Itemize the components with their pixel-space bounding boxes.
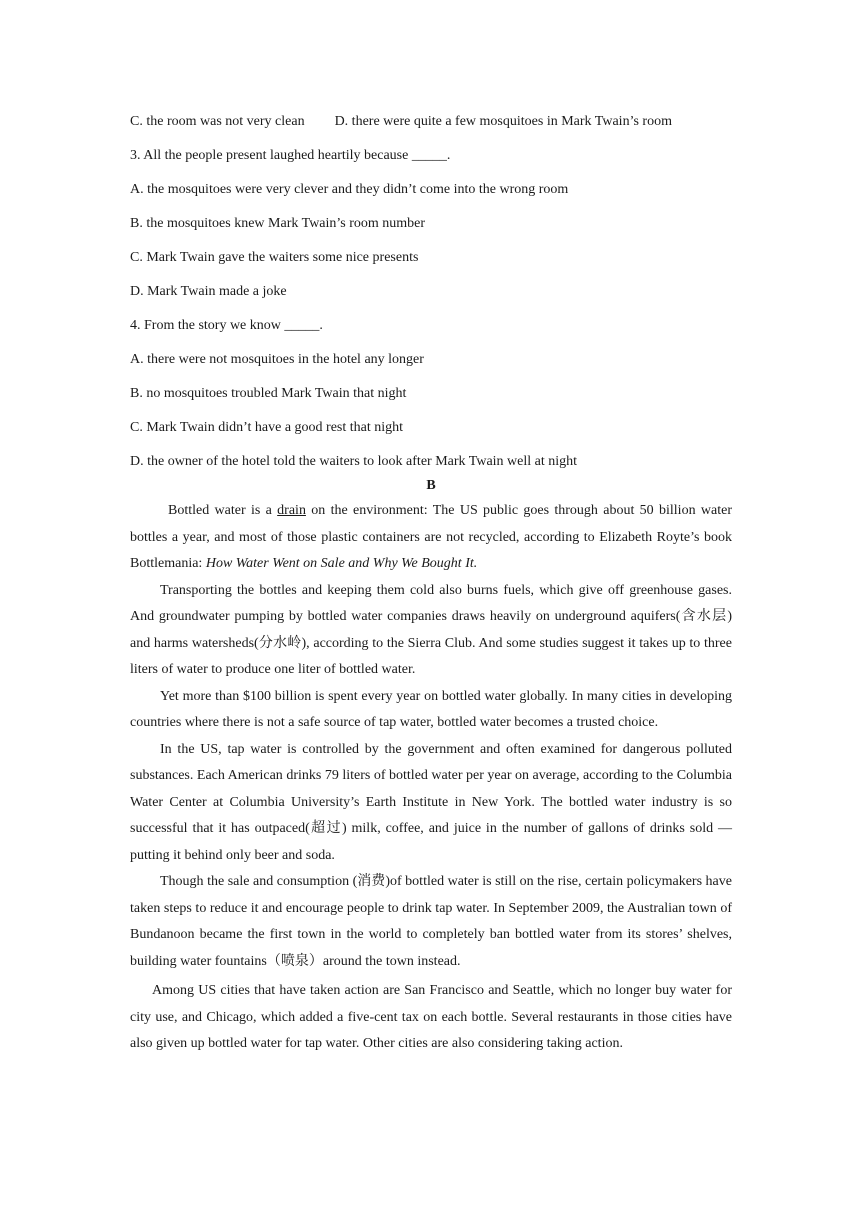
book-title-italic: How Water Went on Sale and Why We Bought It. [205, 556, 478, 571]
paragraph-3: Yet more than $100 billion is spent every year on bottled water globally. In many cities in developing countries where there is not a safe source of tap water, bottled water becomes a trusted choice. [130, 688, 732, 730]
paragraph-2: Transporting the bottles and keeping them cold also burns fuels, which give off greenhouse gases. And groundwater pumping by bottled water companies draws heavily on underground aquifers(含水层) and harms watersheds(分水岭), according to the Sierra Club. And some studies suggest it takes up to three liters of water to produce one liter of bottled water. [130, 582, 732, 677]
passage-b [130, 498, 732, 1058]
p1-text-middle: on the environment: The US public goes through about 50 billion water bottles a year, and most of those plastic containers are not recycled, according to Elizabeth Royte’s book Bottlemania: [130, 503, 732, 571]
q3-option-c: C. Mark Twain gave the waiters some nice presents [130, 250, 419, 265]
paragraph-1 [130, 498, 732, 578]
q2-option-c: C. the room was not very clean [130, 114, 305, 129]
question-2-options-cd [130, 112, 732, 146]
q4-option-d: D. the owner of the hotel told the waiters to look after Mark Twain well at night [130, 454, 578, 469]
q3-option-b: B. the mosquitoes knew Mark Twain’s room number [130, 216, 426, 231]
q4-option-a: A. there were not mosquitoes in the hotel any longer [130, 352, 424, 367]
q4-option-b: B. no mosquitoes troubled Mark Twain that night [130, 386, 407, 401]
section-b-heading: B [426, 478, 436, 493]
question-options [130, 112, 732, 486]
q3-option-d: D. Mark Twain made a joke [130, 284, 287, 299]
p1-text-start: Bottled water is a [168, 503, 278, 518]
paragraph-6: Among US cities that have taken action are San Francisco and Seattle, which no longer buy water for city use, and Chicago, which added a five-cent tax on each bottle. Several restaurants in those cities have also given up bottled water for tap water. Other cities are also considering taking action. [130, 983, 732, 1051]
q3-stem: 3. All the people present laughed heartily because _____. [130, 148, 451, 163]
q3-option-a: A. the mosquitoes were very clever and they didn’t come into the wrong room [130, 182, 569, 197]
underlined-word-drain: drain [277, 503, 306, 518]
paragraph-5: Though the sale and consumption (消费)of bottled water is still on the rise, certain policymakers have taken steps to reduce it and encourage people to drink tap water. In September 2009, the Australian town of Bundanoon became the first town in the world to completely ban bottled water from its stores’ shelves, building water fountains（喷泉）around the town instead. [130, 874, 732, 969]
paragraph-4: In the US, tap water is controlled by the government and often examined for dangerous polluted substances. Each American drinks 79 liters of bottled water per year on average, according to the Columbia Water Center at Columbia University’s Earth Institute in New York. The bottled water industry is so successful that it has outpaced(超过) milk, coffee, and juice in the number of gallons of drinks sold — putting it behind only beer and soda. [130, 741, 732, 863]
q4-option-c: C. Mark Twain didn’t have a good rest that night [130, 420, 404, 435]
q4-stem: 4. From the story we know _____. [130, 318, 323, 333]
q2-option-d: D. there were quite a few mosquitoes in Mark Twain’s room [334, 114, 672, 129]
